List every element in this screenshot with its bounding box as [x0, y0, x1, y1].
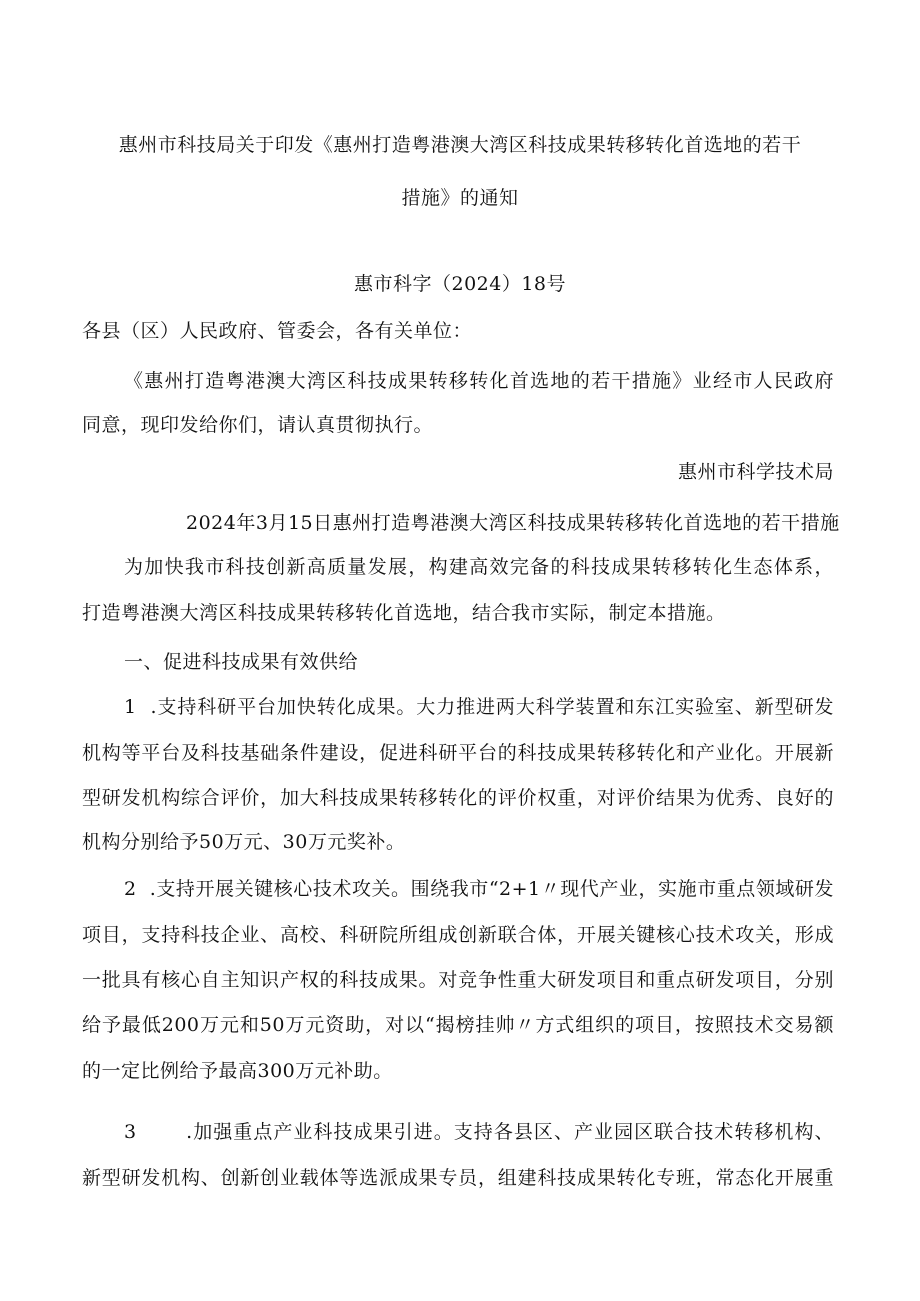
item-2-line: 一批具有核心自主知识产权的科技成果。对竞争性重大研发项目和重点研发项目，分别 [82, 969, 834, 991]
document-title-line-2: 措施》的通知 [401, 187, 519, 209]
measures-title: 2024年3月15日惠州打造粤港澳大湾区科技成果转移转化首选地的若干措施 [186, 512, 840, 534]
notice-paragraph-line: 同意，现印发给你们，请认真贯彻执行。 [82, 414, 434, 436]
item-2-line: 给予最低200万元和50万元资助，对以“揭榜挂帅〃方式组织的项目，按照技术交易额 [82, 1014, 834, 1036]
item-3-line: 3 .加强重点产业科技成果引进。支持各县区、产业园区联合技术转移机构、 [124, 1121, 834, 1143]
intro-paragraph-line: 打造粤港澳大湾区科技成果转移转化首选地，结合我市实际，制定本措施。 [82, 602, 726, 624]
item-1-line: 1 .支持科研平台加快转化成果。大力推进两大科学装置和东江实验室、新型研发 [124, 696, 834, 718]
item-1-line: 型研发机构综合评价，加大科技成果转移转化的评价权重，对评价结果为优秀、良好的 [82, 787, 834, 809]
document-number: 惠市科字（2024）18号 [353, 273, 567, 295]
intro-paragraph-line: 为加快我市科技创新高质量发展，构建高效完备的科技成果转移转化生态体系， [124, 556, 834, 578]
signature-issuer: 惠州市科学技术局 [677, 461, 834, 483]
item-2-line: 的一定比例给予最高300万元补助。 [82, 1060, 393, 1082]
item-2-line: 项目，支持科技企业、高校、科研院所组成创新联合体，开展关键核心技术攻关，形成 [82, 924, 834, 946]
salutation: 各县（区）人民政府、管委会，各有关单位： [82, 320, 473, 342]
item-1-line: 机构等平台及科技基础条件建设，促进科研平台的科技成果转移转化和产业化。开展新 [82, 742, 834, 764]
item-3-line: 新型研发机构、创新创业载体等选派成果专员，组建科技成果转化专班，常态化开展重 [82, 1167, 834, 1189]
item-2-line: 2 .支持开展关键核心技术攻关。围绕我市“2+1〃现代产业，实施市重点领域研发 [124, 878, 834, 900]
notice-paragraph-line: 《惠州打造粤港澳大湾区科技成果转移转化首选地的若干措施》业经市人民政府 [124, 370, 834, 392]
document-title-line-1: 惠州市科技局关于印发《惠州打造粤港澳大湾区科技成果转移转化首选地的若干 [118, 134, 802, 156]
item-1-line: 机构分别给予50万元、30万元奖补。 [82, 831, 406, 853]
section-heading: 一、促进科技成果有效供给 [124, 651, 359, 673]
